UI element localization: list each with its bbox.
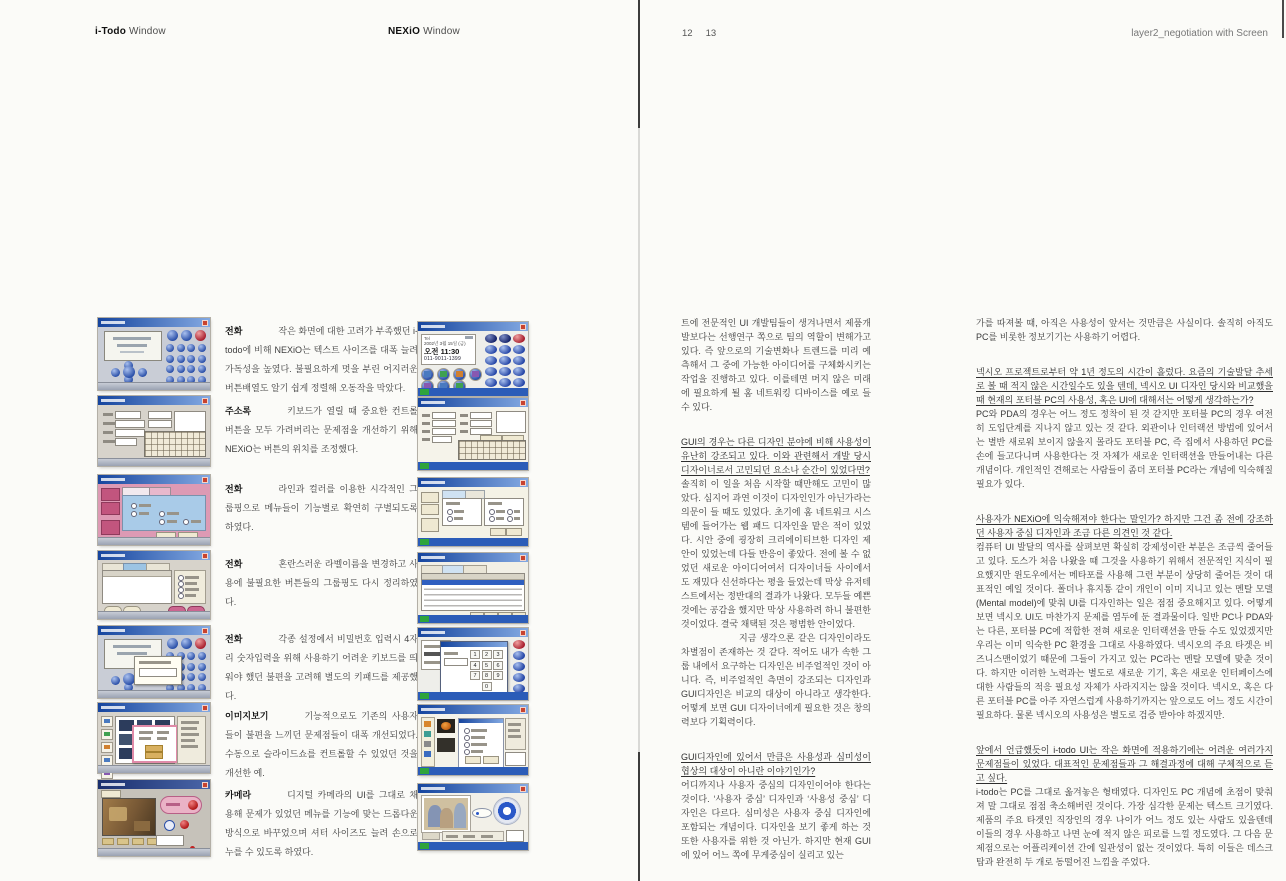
- interview-answer: 지금 생각으론 같은 디자인이라도 차별점이 존재하는 것 같다. 적어도 내가 속한 그룹 내에서 요구하는 디자인은 비주얼적인 것이 아니다. 즉, 비주얼적인 측면이 강조되는 디자인과 GUI디자인은 비교의 대상이 아니라고 생각한다. 어떻게 보면 GUI 디자이너에게 필요한 것은 창의력보다 기획력이다.: [681, 633, 871, 727]
- camera-info-bar: [442, 831, 504, 841]
- interview-question: 넥시오 프로젝트로부터 약 1년 정도의 시간이 흘렀다. 요즘의 기술발달 추세로 볼 때 적지 않은 시간일수도 있을 텐데, 넥시오 UI 디자인 당시와 비교했을 때 현재의 포터블 PC의 사용성, 혹은 UI에 대해서는 어떻게 생각하는가?: [976, 367, 1273, 405]
- caption-text-2: 키보드가 열릴 때 중요한 컨트롤 버튼을 모두 가려버리는 문제점을 개선하기 위해 NEXiO는 버튼의 위치를 조정했다.: [225, 406, 418, 454]
- phone-time: 오전 11:30: [424, 346, 460, 356]
- caption-row-6: [225, 707, 418, 783]
- caption-label-7: 카메라: [225, 790, 252, 800]
- itodo-phone-popup-screenshot: [98, 626, 210, 698]
- window-titlebar: [98, 780, 210, 789]
- page-numbers: [682, 28, 716, 39]
- call-log-table: [421, 573, 525, 611]
- caption-row-3: [225, 480, 418, 537]
- itodo-camera-shutter: [160, 796, 202, 814]
- tel-label: Tel: [424, 336, 430, 341]
- viewer-info-panel: [505, 718, 526, 750]
- interview-column-2: [976, 316, 1273, 869]
- key-7: 7: [470, 671, 480, 680]
- window-titlebar: [98, 396, 210, 405]
- nexio-imageviewer-screenshot: [418, 705, 528, 775]
- interview-answer: 컴퓨터 UI 발달의 역사를 살펴보면 확실히 강제성이란 부분은 조금씩 줄어들고 있다. 도스가 처음 나왔을 때 그것을 사용하기 위해서 전문적인 지식이 필요했지만 윈도우에서는 메타포를 사용해 그런 부분이 상당히 줄어든 것이 대표적인 예일 것이다. 폴더나 휴지통 같이 개인이 이미 지니고 있는 멘탈 모델(Mental model)에 맞춰 UI를 디자인하는 일은 점점 중요해지고 있다. 어떻게 보면 넥시오 UI도 마찬가지 문제를 염두에 둔 결과물이다. 일반 PC나 PDA와는 다른, 포터블 PC에 적합한 전혀 새로운 인터랙션을 만들 수도 있었겠지만 우리는 이미 익숙한 PC 환경을 그대로 사용하였다. 넥시오의 주요 타겟은 비즈니스맨이었기 때문에 그들이 가지고 있는 PC라는 멘탈 모델에 맞춘 것이다. 하지만 이러한 노력과는 별도로 새로운 기기, 혹은 새로운 인터페이스에 대한 사람들의 적응 필요성 자체가 사라지지는 않을 것이다. 넥시오, 혹은 다른 포터블 PC를 아주 자연스럽게 사용하기까지는 앞으로도 어느 정도 시간이 필요하다. 물론 넥시오의 사용성은 별도로 검증 받아야 하겠지만.: [976, 542, 1273, 720]
- selected-row: [422, 580, 524, 585]
- popup-titlebar: [441, 642, 507, 647]
- interview-answer: PC와 PDA의 경우는 어느 정도 정착이 된 것 같지만 포터블 PC의 경우 여전히 도입단계를 지나지 않고 있는 것 같다. 외관이나 인터랙션 방법에 있어서는 별반 새로워 보이지 않을지 몰라도 포터블 PC, 즉 집에서 사용하던 PC를 손에 들고다니며 사용한다는 것 자체가 새로운 인터랙션을 만들어내는 다른 개념이다. 개인적인 견해로는 사람들이 좀더 포터블 PC라는 개념에 익숙해질 필요가 있다.: [976, 409, 1273, 489]
- camera-counter-box: [156, 835, 184, 846]
- key-3: 3: [493, 650, 503, 659]
- key-8: 8: [482, 671, 492, 680]
- itodo-header-rest: Window: [128, 26, 166, 37]
- interview-answer: 어디까지나 사용자 중심의 디자인이어야 한다는 것이다. ‘사용자 중심’ 디자인과 ‘사용성 중심’ 디자인은 다르다. 심미성은 사용자 중심 디자인에 포함되는 개념이다. 디자인을 보기 좋게 하는 것 또한 사용자를 위한 것 아닌가. 하지만 현재 GUI에 있어 어느 쪽에 무게중심이 실리고 있는: [681, 780, 871, 860]
- nexio-header-rest: Window: [423, 26, 460, 37]
- camera-stop-button: [180, 820, 189, 829]
- option-list: [174, 570, 206, 604]
- itodo-onscreen-keyboard: [144, 431, 206, 457]
- itodo-phone-display: [104, 331, 162, 361]
- nexio-phone-display: [421, 334, 476, 365]
- popup-button: [145, 752, 163, 759]
- ok-button: [465, 756, 481, 764]
- interview-question: 앞에서 언급했듯이 i-todo UI는 작은 화면에 적용하기에는 어려운 여러가지 문제점들이 있었다. 대표적인 문제점들과 그 해결과정에 대해 구체적으로 듣고 싶다.: [976, 745, 1273, 783]
- column-header-itodo: [95, 26, 166, 37]
- window-statusbar: [98, 382, 210, 390]
- sidebar-button: [101, 520, 120, 535]
- key-5: 5: [482, 661, 492, 670]
- caption-row-7: [225, 786, 418, 862]
- window-titlebar: [418, 628, 528, 637]
- interview-answer: i-todo는 PC를 그대로 옮겨놓은 형태였다. 디자인도 PC 개념에 초점이 맞춰져 말 그대로 점점 축소해버린 것이다. 가장 심각한 문제는 텍스트 크기였다. 제품의 주요 타겟인 직장인의 경우 나이가 어느 정도 있는 사람도 있을텐데 이들의 경우 사용하고 나면 눈에 적지 않은 피로를 느낄 정도였다. 그 다음 문제점으로는 어플리케이션 간에 일관성이 없는 것이었다. 특히 이들은 데스크탑과 완전히 두 개로 동떨어진 느낌을 주었다.: [976, 787, 1273, 867]
- caption-text-6: 기능적으로도 기존의 사용자들이 불편을 느끼던 문제점들이 대폭 개선되었다. 수동으로 슬라이드쇼를 컨트롤할 수 있었던 것을 개선한 예.: [225, 711, 418, 778]
- paragraph: 트에 전문적인 UI 개발팀들이 생겨나면서 제품개발보다는 선행연구 쪽으로 팀의 역할이 변해가고 있다. 즉 앞으로의 기술변화나 트렌드를 미리 예측해서 그 중에 가능한 아이디어를 구체화시키는 작업을 진행하고 있다. 이를테면 머지 않은 미래에 필요하게 될 홈 네트워킹 디바이스를 예로 들 수 있다.: [681, 318, 871, 412]
- nexio-camera-preview: [422, 796, 470, 832]
- nexio-number-popup: [440, 641, 508, 693]
- nexio-popup-keypad: [470, 650, 503, 691]
- window-titlebar: [418, 398, 528, 407]
- itodo-settings-screenshot: [98, 475, 210, 545]
- itodo-header-strong: i-Todo: [95, 26, 126, 37]
- nexio-camera-shutter: [494, 798, 520, 824]
- itodo-imageviewer-screenshot: [98, 703, 210, 773]
- nexio-addressbook-screenshot: [418, 398, 528, 470]
- nexio-keypad-screenshot: [418, 628, 528, 700]
- caption-label-3: 전화: [225, 484, 243, 494]
- window-statusbar: [98, 690, 210, 698]
- nexio-camera-screenshot: [418, 784, 528, 850]
- interview-answer: 가를 따져볼 때, 아직은 사용성이 앞서는 것만큼은 사실이다. 솔직히 아직도 PC를 비롯한 정보기기는 사용하기 어렵다.: [976, 318, 1273, 342]
- viewer-tool-strip: [421, 717, 435, 767]
- sidebar-button: [421, 518, 439, 532]
- interview-answer: 솔직히 이 일을 처음 시작할 때만해도 고민이 많았다. 심지어 과연 이것이 디자인인가 아닌가라는 의문이 들 때도 있었다. 초기에 홈 네트워크 시스템에 들어가는 웹 패드 디자인을 맡은 적이 있었다. 시안 중에 굉장히 크리에이티브한 디자인 제안이 있었는데 다들 반응이 좋았다. 전에 볼 수 없었던 새로운 아이디어여서 디자이너들 사이에서도 재밌다 신선하다는 평을 들었는데 막상 유저테스트에서는 정반대의 결과가 나왔다. 모두들 예쁜 것에는 공감을 했지만 막상 사용하려 하니 불편한 것이었다. 결국 채택된 것은 평범한 안이었다.: [681, 479, 871, 629]
- window-titlebar: [98, 626, 210, 635]
- window-titlebar: [418, 322, 528, 331]
- itodo-phone-call-buttons: [167, 330, 206, 341]
- cancel-button: [506, 528, 522, 536]
- window-statusbar: [98, 611, 210, 619]
- itodo-phone-keypad: [166, 344, 206, 384]
- sidebar-button: [101, 488, 120, 501]
- interview-question: 사용자가 NEXiO에 익숙해져야 한다는 말인가? 하지만 그건 좀 전에 강조하던 사용자 중심 디자인과 조금 다른 의견인 것 같다.: [976, 514, 1273, 538]
- window-statusbar: [98, 537, 210, 545]
- caption-label-5: 전화: [225, 634, 243, 644]
- camera-mode-toggle: [472, 808, 492, 818]
- caption-row-5: [225, 630, 418, 706]
- key-4: 4: [470, 661, 480, 670]
- image-thumbnail: [437, 738, 455, 752]
- itodo-phone-call-buttons: [167, 638, 206, 649]
- window-statusbar: [98, 458, 210, 466]
- key-2: 2: [482, 650, 492, 659]
- page-edge-line: [1282, 0, 1284, 38]
- itodo-addressbook-screenshot: [98, 396, 210, 466]
- phone-number: 011-9011-1399: [424, 355, 462, 362]
- settings-panel: [122, 495, 206, 531]
- column-header-nexio: [388, 26, 460, 37]
- nexio-keypad-column: [513, 640, 525, 693]
- image-thumbnail: [437, 719, 455, 733]
- caption-row-1: [225, 322, 418, 398]
- cancel-button: [483, 756, 499, 764]
- camera-option-buttons: [102, 838, 159, 845]
- caption-row-2: [225, 402, 418, 459]
- nexio-list-screenshot: [418, 553, 528, 623]
- sidebar-button: [101, 502, 120, 515]
- interview-question: GUI의 경우는 다른 디자인 분야에 비해 사용성이 유난히 강조되고 있다. 이와 관련해서 개발 당시 디자이너로서 고민되던 요소나 순간이 있었다면?: [681, 437, 871, 475]
- section-title: layer2_negotiation with Screen: [1131, 28, 1268, 39]
- page-number-right: 13: [705, 28, 717, 39]
- viewer-info-panel: [177, 716, 206, 764]
- popup-button: [145, 745, 163, 752]
- caption-label-4: 전화: [225, 559, 243, 569]
- password-input: [139, 668, 177, 677]
- phone-date: 2002년 3월 15일 (금): [424, 341, 466, 346]
- itodo-list-screenshot: [98, 551, 210, 619]
- itodo-password-popup: [134, 656, 182, 685]
- window-titlebar: [98, 551, 210, 560]
- window-titlebar: [98, 475, 210, 484]
- window-titlebar: [98, 703, 210, 712]
- ok-button: [490, 528, 506, 536]
- window-statusbar: [98, 848, 210, 856]
- nexio-onscreen-keyboard: [458, 440, 526, 460]
- number-input: [444, 658, 468, 666]
- nexio-settings-screenshot: [418, 478, 528, 546]
- caption-text-3: 라인과 컬러를 이용한 시각적인 그룹핑으로 메뉴들이 기능별로 확연히 구별되도록 하였다.: [225, 484, 418, 532]
- camera-tab: [101, 790, 121, 798]
- window-titlebar: [418, 784, 528, 793]
- sidebar-button: [421, 504, 439, 515]
- interview-column-1: [681, 316, 871, 862]
- nexio-taskbar: [418, 767, 528, 775]
- key-1: 1: [470, 650, 480, 659]
- caption-label-6: 이미지보기: [225, 711, 269, 721]
- window-titlebar: [418, 478, 528, 487]
- preview-box: [505, 752, 526, 766]
- nexio-slideshow-popup: [458, 718, 504, 768]
- interview-question: GUI디자인에 있어서 만큼은 사용성과 심미성이 협상의 대상이 아니란 이야기인가?: [681, 752, 871, 776]
- nexio-taskbar: [418, 615, 528, 623]
- nexio-taskbar: [418, 538, 528, 546]
- window-titlebar: [418, 705, 528, 714]
- camera-tv-button: [506, 830, 524, 842]
- window-titlebar: [98, 318, 210, 327]
- itodo-phone-screenshot: [98, 318, 210, 390]
- nexio-phone-screenshot: [418, 322, 528, 396]
- camera-preview: [102, 798, 156, 836]
- key-0: 0: [482, 682, 492, 691]
- caption-text-4: 혼란스러운 라벨이름을 변경하고 사용에 불필요한 버튼들의 그룹핑도 다시 정리하였다.: [225, 559, 418, 607]
- window-statusbar: [98, 765, 210, 773]
- option-group: [442, 498, 482, 526]
- sidebar-button: [421, 492, 439, 503]
- caption-label-1: 전화: [225, 326, 243, 336]
- caption-row-4: [225, 555, 418, 612]
- nexio-taskbar: [418, 462, 528, 470]
- itodo-camera-screenshot: [98, 780, 210, 856]
- popup-titlebar: [459, 719, 503, 723]
- caption-label-2: 주소록: [225, 406, 252, 416]
- nexio-taskbar: [418, 842, 528, 850]
- camera-mode-button: [164, 820, 175, 831]
- key-6: 6: [493, 661, 503, 670]
- nexio-taskbar: [418, 692, 528, 700]
- list-area: [102, 570, 172, 604]
- camera-mini-label: [422, 832, 440, 840]
- page-number-left: 12: [682, 28, 693, 39]
- caption-text-5: 각종 설정에서 비밀번호 입력시 4자리 숫자입력을 위해 사용하기 어려운 키보드를 띄워야 했던 불편을 고려해 별도의 키패드를 제공했다.: [225, 634, 418, 701]
- caption-text-1: 작은 화면에 대한 고려가 부족했던 i-todo에 비해 NEXiO는 텍스트 사이즈를 대폭 늘려 가독성을 높였다. 불필요하게 멋을 부린 어지러운 버튼배열도 알기 쉽게 정렬해 오동작을 막았다.: [225, 326, 418, 393]
- key-9: 9: [493, 671, 503, 680]
- window-titlebar: [418, 553, 528, 562]
- page-gutter-line: [638, 0, 640, 881]
- option-group: [484, 498, 524, 526]
- caption-text-7: 디지털 카메라의 UI를 그대로 채용해 문제가 있었던 메뉴를 기능에 맞는 드롭다운 방식으로 바꾸었으며 셔터 사이즈도 늘려 손으로 누를 수 있도록 하였다.: [225, 790, 418, 857]
- itodo-slideshow-popup: [132, 725, 178, 763]
- nexio-header-strong: NEXiO: [388, 26, 421, 37]
- nexio-taskbar: [418, 388, 528, 396]
- nexio-phone-keypad: [485, 334, 525, 387]
